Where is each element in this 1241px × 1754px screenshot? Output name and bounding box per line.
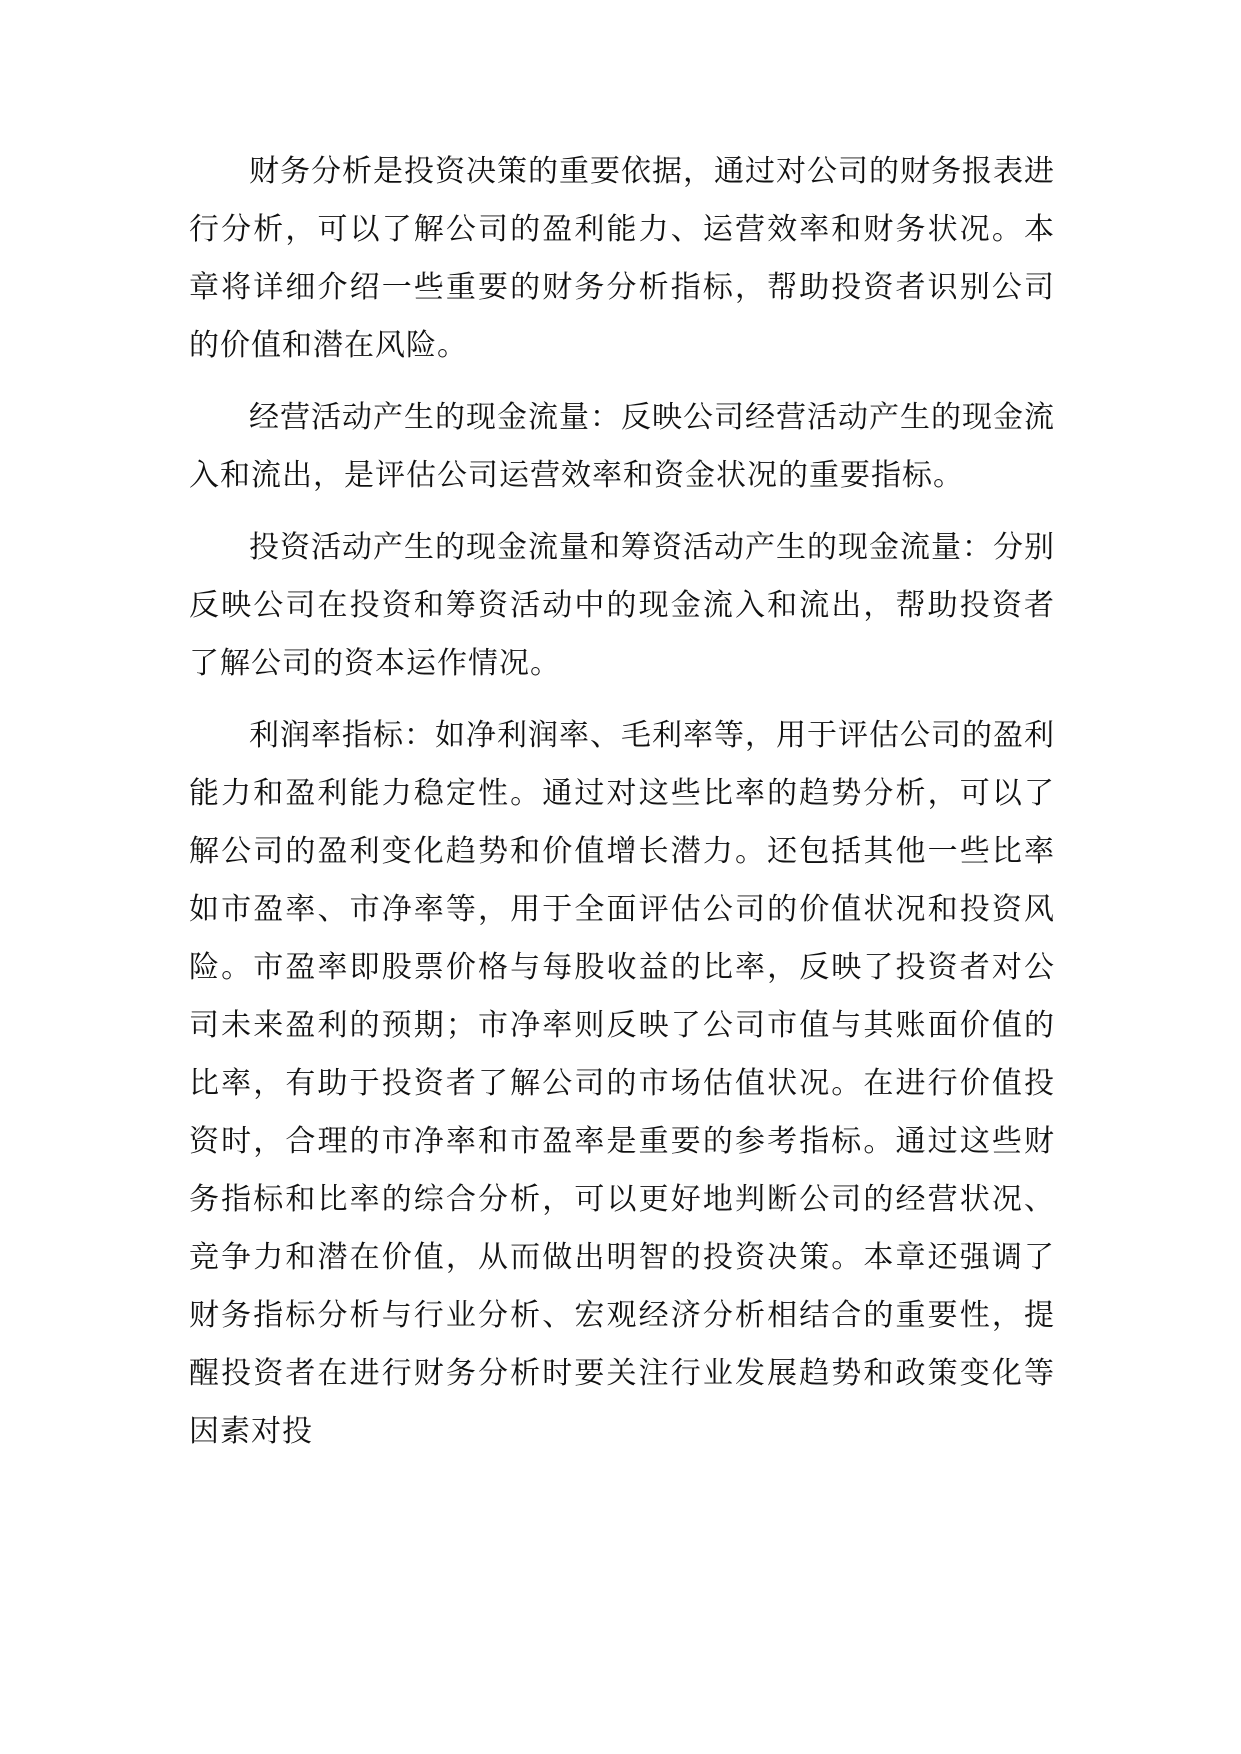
body-text: [189, 143, 1055, 1475]
paragraph-operating-cash-flow: 经营活动产生的现金流量：反映公司经营活动产生的现金流入和流出，是评估公司运营效率和资金状况的重要指标。: [189, 400, 1055, 493]
paragraph-intro: 财务分析是投资决策的重要依据，通过对公司的财务报表进行分析，可以了解公司的盈利能力、运营效率和财务状况。本章将详细介绍一些重要的财务分析指标，帮助投资者识别公司的价值和潜在风险。: [189, 154, 1055, 363]
paragraph-investing-financing-cash-flow: 投资活动产生的现金流量和筹资活动产生的现金流量：分别反映公司在投资和筹资活动中的现金流入和流出，帮助投资者了解公司的资本运作情况。: [189, 530, 1055, 681]
paragraph-profit-margin: 利润率指标：如净利润率、毛利率等，用于评估公司的盈利能力和盈利能力稳定性。通过对这些比率的趋势分析，可以了解公司的盈利变化趋势和价值增长潜力。还包括其他一些比率如市盈率、市净率等，用于全面评估公司的价值状况和投资风险。市盈率即股票价格与每股收益的比率，反映了投资者对公司未来盈利的预期；市净率则反映了公司市值与其账面价值的比率，有助于投资者了解公司的市场估值状况。在进行价值投资时，合理的市净率和市盈率是重要的参考指标。通过这些财务指标和比率的综合分析，可以更好地判断公司的经营状况、竞争力和潜在价值，从而做出明智的投资决策。本章还强调了财务指标分析与行业分析、宏观经济分析相结合的重要性，提醒投资者在进行财务分析时要关注行业发展趋势和政策变化等因素对投: [189, 718, 1055, 1449]
